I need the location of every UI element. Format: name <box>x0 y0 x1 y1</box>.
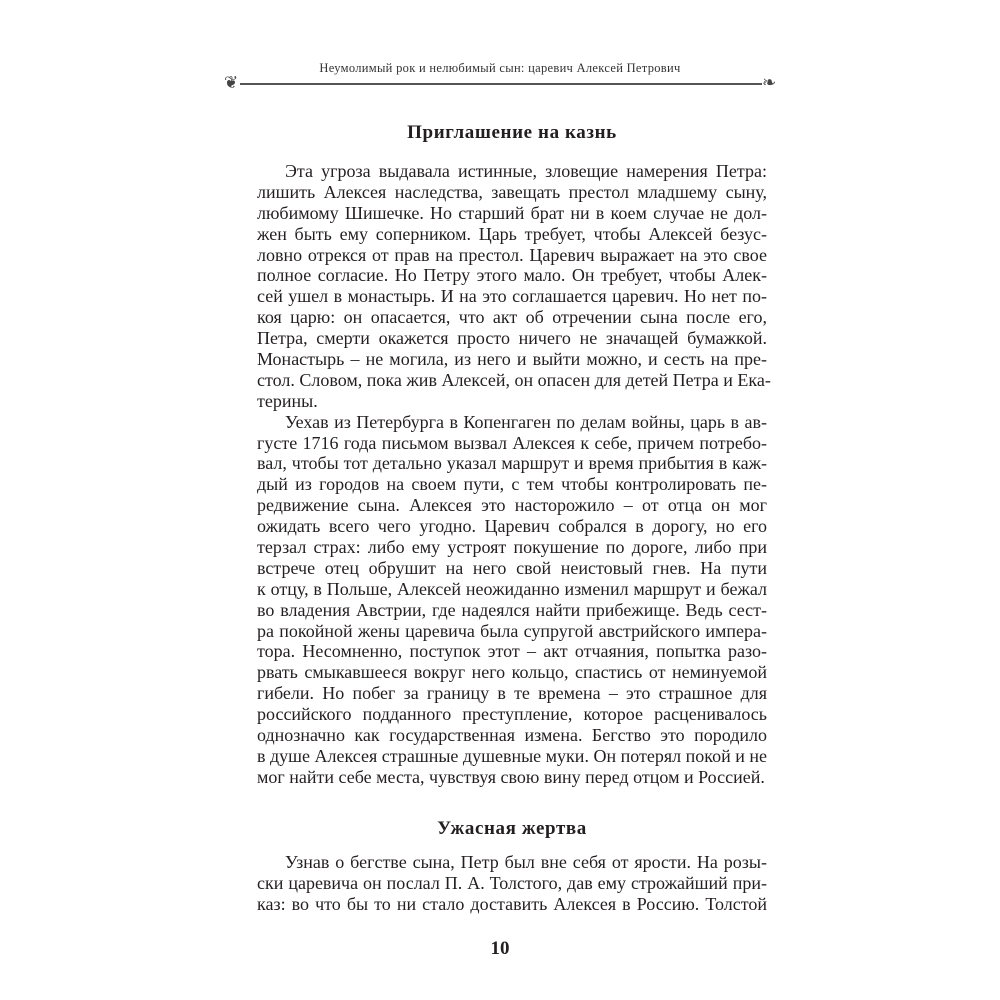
text-line: Уехав из Петербурга в Копенгаген по делам войны, царь в ав- <box>285 411 767 432</box>
text-line: в душе Алексея страшные душевные муки. Он потерял покой и не <box>257 745 767 766</box>
text-line: ловно отрекся от прав на престол. Царевич выражает на это свое <box>257 244 767 265</box>
header-rule <box>240 83 762 85</box>
text-line: ожидать всего чего угодно. Царевич собрался в дорогу, но его <box>257 516 767 537</box>
section-body <box>257 161 771 788</box>
section-heading: Приглашение на казнь <box>407 122 617 143</box>
text-line: любимому Шишечке. Но старший брат ни в коем случае не дол- <box>257 202 767 223</box>
text-line: ски царевича он послал П. А. Толстого, дав ему строжайший при- <box>257 872 767 893</box>
right-ornament-icon: ❧ <box>762 73 777 92</box>
text-line: встрече отец обрушит на него свой неистовый гнев. На пути <box>257 557 767 578</box>
text-line: рвать смыкавшееся вокруг него кольцо, спастись от неминуемой <box>257 662 767 683</box>
text-line: гибели. Но побег за границу в те времена – это страшное для <box>257 683 767 704</box>
section-body <box>257 852 767 915</box>
text-line: Узнав о бегстве сына, Петр был вне себя от ярости. На розы- <box>285 852 767 872</box>
running-head: Неумолимый рок и нелюбимый сын: царевич Алексей Петрович <box>319 61 681 75</box>
text-line: мог найти себе места, чувствуя свою вину перед отцом и Россией. <box>257 766 765 787</box>
page-number: 10 <box>490 938 510 959</box>
text-line: во владения Австрии, где надеялся найти прибежище. Ведь сест- <box>257 599 767 620</box>
text-line: вал, чтобы тот детально указал маршрут и время прибытия в каж- <box>257 453 767 474</box>
text-line: дый из городов на своем пути, с тем чтобы контролировать пе- <box>257 474 767 495</box>
text-line: ра покойной жены царевича была супругой австрийского импера- <box>257 620 767 641</box>
section-heading: Ужасная жертва <box>437 818 587 839</box>
text-line: стол. Словом, пока жив Алексей, он опасен для детей Петра и Ека- <box>257 369 771 390</box>
text-line: коя царю: он опасается, что акт об отречении сына после его, <box>257 307 767 328</box>
text-line: лишить Алексея наследства, завещать престол младшему сыну, <box>257 181 767 202</box>
text-line: Эта угроза выдавала истинные, зловещие намерения Петра: <box>285 161 767 181</box>
text-line: терзал страх: либо ему устроят покушение по дороге, либо при <box>257 537 767 558</box>
text-line: сей ушел в монастырь. И на это соглашается царевич. Но нет по- <box>257 286 767 307</box>
text-line: к отцу, в Польше, Алексей неожиданно изменил маршрут и бежал <box>257 578 767 599</box>
text-line: терины. <box>257 390 318 411</box>
text-line: редвижение сына. Алексея это насторожило – от отца он мог <box>257 495 767 516</box>
text-line: каз: во что бы то ни стало доставить Алексея в Россию. Толстой <box>257 893 767 914</box>
text-line: российского подданного преступление, которое расценивалось <box>257 704 767 725</box>
text-line: жен быть ему соперником. Царь требует, чтобы Алексей безус- <box>257 223 767 244</box>
left-ornament-icon: ❦ <box>224 73 239 92</box>
text-line: однозначно как государственная измена. Бегство это породило <box>257 725 767 746</box>
text-line: Монастырь – не могила, из него и выйти можно, и сесть на пре- <box>257 349 767 370</box>
text-line: густе 1716 года письмом вызвал Алексея к себе, причем потребо- <box>257 432 767 453</box>
text-line: тора. Несомненно, поступок этот – акт отчаяния, попытка разо- <box>257 641 767 662</box>
text-line: полное согласие. Но Петру этого мало. Он требует, чтобы Алек- <box>257 265 767 286</box>
text-line: Петра, смерти окажется просто ничего не значащей бумажкой. <box>257 328 767 349</box>
